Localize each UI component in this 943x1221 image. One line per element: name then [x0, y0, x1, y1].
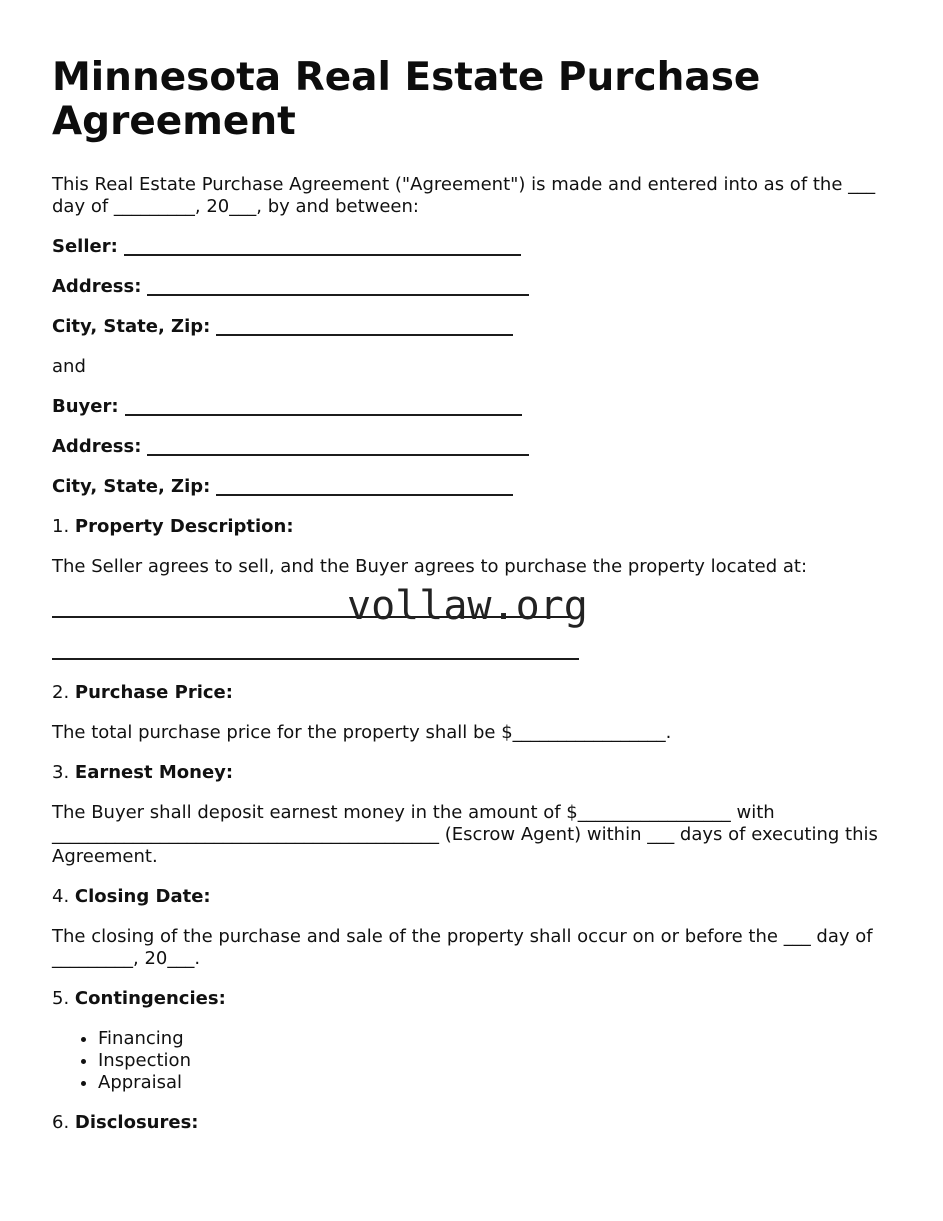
section-heading-closing-date	[52, 886, 886, 908]
seller-city-label: City, State, Zip:	[52, 316, 211, 337]
seller-address-blank-line	[147, 280, 529, 296]
buyer-address-blank-line	[147, 440, 529, 456]
buyer-blank-line	[125, 400, 522, 416]
section-heading-purchase-price	[52, 682, 886, 704]
section-heading-disclosures	[52, 1112, 886, 1134]
buyer-city-field-row	[52, 476, 886, 498]
section-heading-label: Purchase Price:	[74, 682, 233, 703]
buyer-label: Buyer:	[52, 396, 119, 417]
section-heading-label: Closing Date:	[74, 886, 211, 907]
earnest-money-body: The Buyer shall deposit earnest money in the amount of $_________________ with ___________________________________________ (Escrow Agent) within ___ days of executing this Agreement.	[52, 802, 878, 867]
section-number: 4.	[52, 886, 70, 907]
buyer-city-blank-line	[216, 480, 513, 496]
parties-connector: and	[52, 356, 86, 377]
buyer-field-row	[52, 396, 886, 418]
property-description-body: The Seller agrees to sell, and the Buyer agrees to purchase the property located at:	[52, 556, 808, 577]
closing-date-body: The closing of the purchase and sale of the property shall occur on or before the ___ day of _________, 20___.	[52, 926, 873, 969]
section-number: 3.	[52, 762, 70, 783]
seller-city-blank-line	[216, 320, 513, 336]
list-item: • Financing	[98, 1028, 886, 1050]
buyer-city-label: City, State, Zip:	[52, 476, 211, 497]
buyer-address-label: Address:	[52, 436, 142, 457]
list-item: • Inspection	[98, 1050, 886, 1072]
section-number: 1.	[52, 516, 70, 537]
page-title: Minnesota Real Estate Purchase Agreement	[52, 55, 761, 144]
purchase-price-body: The total purchase price for the property shall be $_________________.	[52, 722, 672, 743]
section-number: 5.	[52, 988, 70, 1009]
property-blank-line-2-row	[52, 640, 886, 662]
section-heading-property-description	[52, 516, 886, 538]
seller-field-row	[52, 236, 886, 258]
seller-address-field-row	[52, 276, 886, 298]
seller-blank-line	[124, 240, 521, 256]
section-number: 6.	[52, 1112, 70, 1133]
property-blank-line-1-row	[52, 583, 886, 629]
section-number: 2.	[52, 682, 70, 703]
section-heading-label: Earnest Money:	[74, 762, 234, 783]
seller-address-label: Address:	[52, 276, 142, 297]
watermark-text: vollaw.org	[347, 583, 588, 629]
section-heading-label: Property Description:	[74, 516, 294, 537]
property-blank-line-2	[52, 644, 579, 660]
intro-paragraph: This Real Estate Purchase Agreement ("Agreement") is made and entered into as of the ___ day of _________, 20___, by and between:	[52, 174, 876, 217]
section-heading-label: Contingencies:	[74, 988, 226, 1009]
contingencies-list	[52, 1028, 886, 1094]
list-item: • Appraisal	[98, 1072, 886, 1094]
section-heading-contingencies	[52, 988, 886, 1010]
buyer-address-field-row	[52, 436, 886, 458]
section-heading-label: Disclosures:	[74, 1112, 199, 1133]
section-heading-earnest-money	[52, 762, 886, 784]
seller-label: Seller:	[52, 236, 118, 257]
seller-city-field-row	[52, 316, 886, 338]
